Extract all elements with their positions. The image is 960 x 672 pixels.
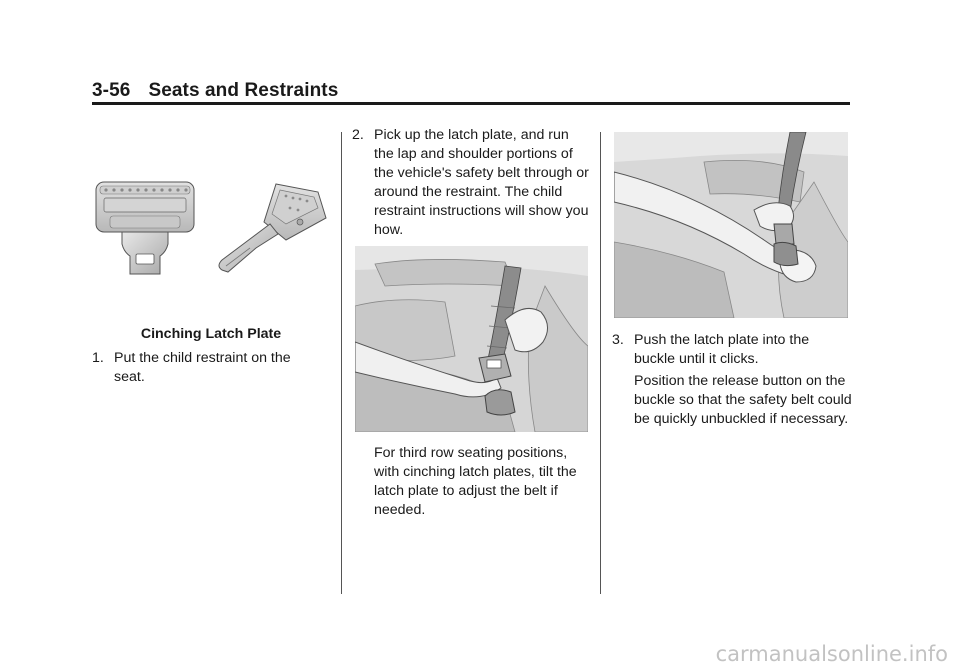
column-divider-left [341, 132, 342, 594]
step-3 [612, 331, 844, 369]
page-number: 3-56 [92, 80, 131, 101]
step-2 [352, 126, 592, 240]
belt-routing-illustration [355, 246, 588, 432]
step-2-number: 2. [352, 127, 364, 143]
figure-caption: Cinching Latch Plate [140, 326, 282, 342]
step-2-note: For third row seating positions, with cinching latch plates, tilt the latch plate to adjust the belt if needed. [374, 445, 577, 518]
step-1 [92, 349, 292, 387]
header-rule [92, 102, 850, 105]
step-3-text: Push the latch plate into the buckle until it clicks. [634, 332, 810, 367]
step-1-text: Put the child restraint on the seat. [114, 350, 291, 385]
step-1-number: 1. [92, 350, 104, 366]
step-3-note: Position the release button on the buckle so that the safety belt could be quickly unbuckled if necessary. [634, 373, 852, 427]
latch-plate-illustration [94, 172, 328, 276]
watermark-text: carmanualsonline.info [715, 642, 948, 666]
buckle-insertion-illustration [614, 132, 848, 318]
step-2-text: Pick up the latch plate, and run the lap and shoulder portions of the vehicle's safety belt through or around the restraint. The child restraint instructions will show you how. [374, 127, 589, 238]
step-3-number: 3. [612, 332, 624, 348]
page-header [92, 80, 338, 102]
column-divider-right [600, 132, 601, 594]
section-title: Seats and Restraints [148, 80, 339, 101]
